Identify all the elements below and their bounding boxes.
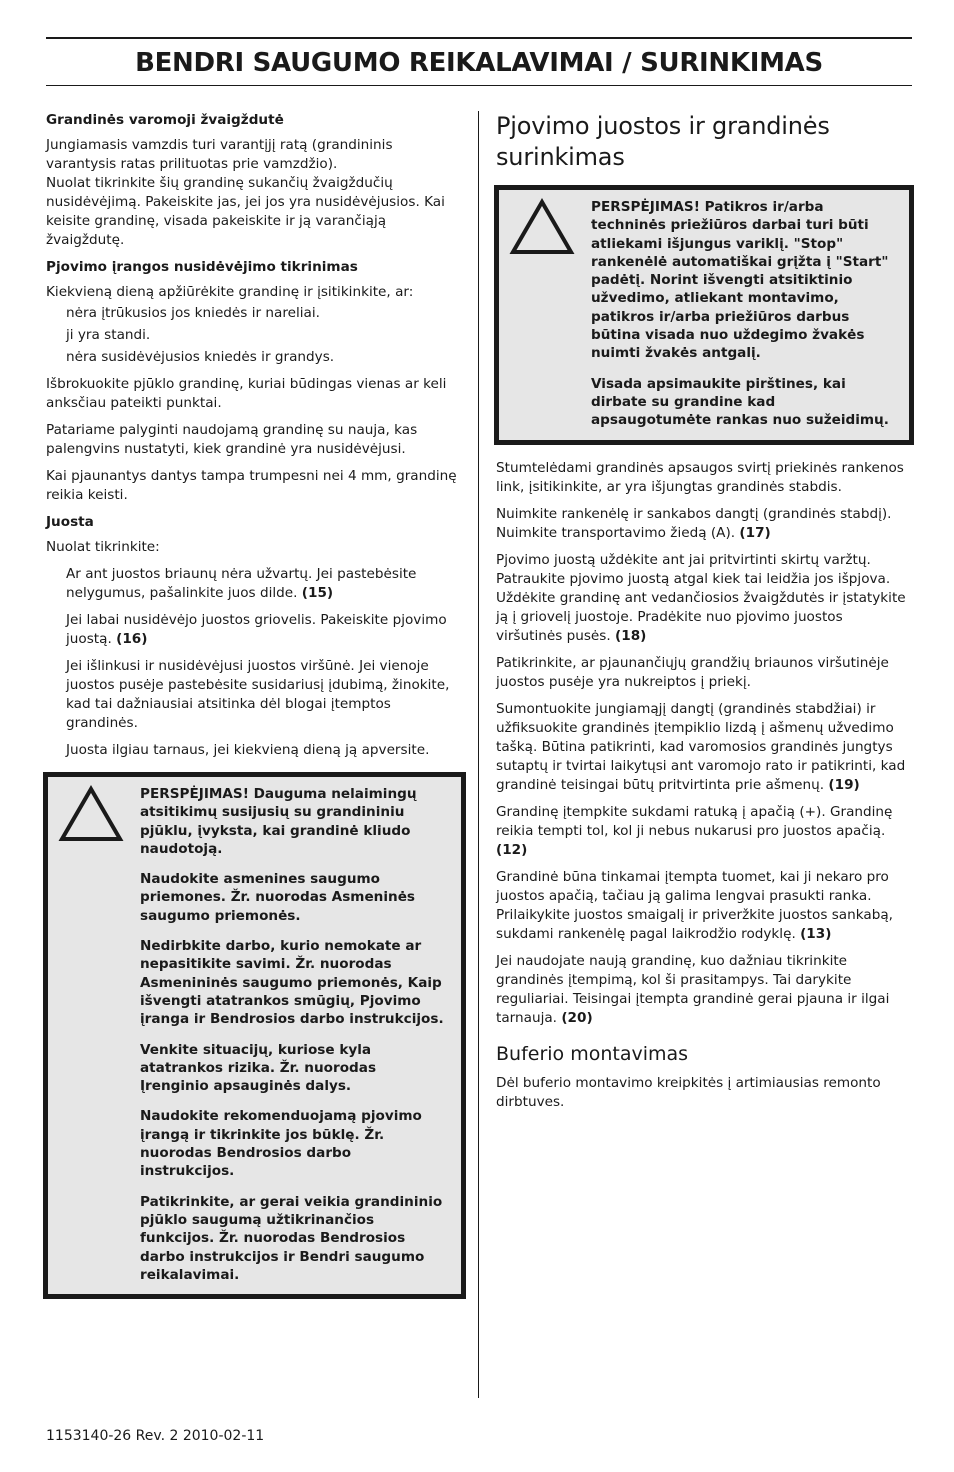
paragraph: Kiekvieną dieną apžiūrėkite grandinę ir įsitikinkite, ar: xyxy=(46,284,414,300)
paragraph: Išbrokuokite pjūklo grandinę, kuriai būdingas vienas ar keli anksčiau pateikti punktai. xyxy=(46,376,447,411)
figure-ref: (16) xyxy=(116,631,148,647)
list-item: ji yra standi. xyxy=(66,327,151,343)
figure-ref: (20) xyxy=(561,1009,593,1026)
warning-text: Naudokite rekomenduojamą pjovimo įrangą ir tikrinkite jos būklę. Žr. nuorodas Bendrosios darbo instrukcijos. xyxy=(140,1108,422,1180)
list-item: Ar ant juostos briaunų nėra užvartų. Jei pastebėsite nelygumus, pašalinkite juos dilde. (15) xyxy=(66,566,417,601)
warning-text: Nedirbkite darbo, kurio nemokate ar nepasitikite savimi. Žr. nuorodas Asmenininės saugumo priemonės, Kaip išvengti atatrankos smūgių, Pjovimo įranga ir Bendrosios darbo instrukcijos. xyxy=(140,938,444,1028)
warning-text: PERSPĖJIMAS! Dauguma nelaimingų atsitikimų susijusių su grandininiu pjūklu, įvyksta, kai grandinė kliudo naudotoją. xyxy=(140,786,417,857)
left-column xyxy=(46,111,464,1299)
paragraph: Grandinė būna tinkamai įtempta tuomet, kai ji nekaro pro juostos apačią, tačiau ją galima lengvai prasukti ranka. Prilaikykite juostos smaigalį ir priveržkite juostos sankabą, sukdami rankenėlę pagal laikrodžio rodyklę. (13) xyxy=(496,868,893,942)
section-heading-buffer: Buferio montavimas xyxy=(496,1042,689,1065)
section-title-wear-check: Pjovimo įrangos nusidėvėjimo tikrinimas xyxy=(46,259,358,275)
warning-text: Naudokite asmenines saugumo priemones. Žr. nuorodas Asmeninės saugumo priemonės. xyxy=(140,871,416,924)
document-footer: 1153140-26 Rev. 2 2010-02-11 xyxy=(46,1428,265,1444)
warning-text: Venkite situacijų, kuriose kyla atatrankos rizika. Žr. nuorodas Įrenginio apsauginės dalys. xyxy=(140,1041,377,1095)
warning-box xyxy=(43,772,466,1299)
page-header xyxy=(46,37,912,86)
page-title: BENDRI SAUGUMO REIKALAVIMAI / SURINKIMAS xyxy=(135,48,823,78)
paragraph: Kai pjaunantys dantys tampa trumpesni nei 4 mm, grandinę reikia keisti. xyxy=(46,468,457,503)
warning-text: Patikrinkite, ar gerai veikia grandininio pjūklo saugumą užtikrinančios funkcijos. Žr. nuorodas Bendrosios darbo instrukcijos ir Bendri saugumo reikalavimai. xyxy=(140,1193,443,1283)
section-heading-assembly: Pjovimo juostos ir grandinės surinkimas xyxy=(496,112,830,171)
paragraph: Nuimkite rankenėlę ir sankabos dangtį (grandinės stabdį). Nuimkite transportavimo žiedą (A). (17) xyxy=(496,505,892,541)
list-item: Jei labai nusidėvėjo juostos griovelis. Pakeiskite pjovimo juostą. (16) xyxy=(66,612,447,647)
paragraph: Jei naudojate naują grandinę, kuo dažniau tikrinkite grandinės įtempimą, kol ši prasitampys. Tai darykite reguliariai. Teisingai įtempta grandinė gerai pjauna ir ilgai tarnauja. (20) xyxy=(496,952,890,1026)
list-item: nėra įtrūkusios jos kniedės ir nareliai. xyxy=(66,305,320,321)
right-column xyxy=(496,111,912,1120)
figure-ref: (18) xyxy=(615,627,647,644)
paragraph: Jungiamasis vamzdis turi varantįjį ratą (grandininis varantysis ratas prilituotas prie vamzdžio). xyxy=(46,137,393,172)
warning-triangle-icon xyxy=(509,198,575,256)
section-title-sprocket: Grandinės varomoji žvaigždutė xyxy=(46,112,284,128)
warning-triangle-icon xyxy=(58,785,124,843)
warning-text: Visada apsimaukite pirštines, kai dirbate su grandine kad apsaugotumėte rankas nuo sužeidimų. xyxy=(591,375,889,429)
list-item: Juosta ilgiau tarnaus, jei kiekvieną dieną ją apversite. xyxy=(66,742,430,758)
warning-text: PERSPĖJIMAS! Patikros ir/arba techninės priežiūros darbai turi būti atliekami išjungus variklį. "Stop" rankenėlė automatiškai grįžta į "Start" padėtį. Norint išvengti atsitiktinio užvedimo, atliekant montavimo, patikros ir/arba priežiūros darbus būtina visada nuo uždegimo žvakės nuimti žvakės antgalį. xyxy=(591,199,889,362)
paragraph: Stumtelėdami grandinės apsaugos svirtį priekinės rankenos link, įsitikinkite, ar yra išjungtas grandinės stabdis. xyxy=(496,459,904,495)
figure-ref: (12) xyxy=(496,841,528,858)
list-item: Jei išlinkusi ir nusidėvėjusi juostos viršūnė. Jei vienoje juostos pusėje pastebėsite susidariusį įdubimą, žinokite, kad tai dažniausiai atsitinka dėl blogai įtemptos grandinės. xyxy=(66,658,450,731)
figure-ref: (15) xyxy=(301,585,334,601)
warning-box xyxy=(494,185,914,445)
figure-ref: (17) xyxy=(739,524,771,541)
paragraph: Dėl buferio montavimo kreipkitės į artimiausias remonto dirbtuves. xyxy=(496,1074,881,1110)
bar-check-list xyxy=(46,565,464,760)
paragraph: Pjovimo juostą uždėkite ant jai pritvirtinti skirtų varžtų. Patraukite pjovimo juostą atgal kiek tai leidžia jos išpjova. Uždėkite grandinę ant vedančiosios žvaigždutės ir įstatykite ją į griovelį juostoje. Pradėkite nuo pjovimo juostos viršutinės pusės. (18) xyxy=(496,551,906,644)
paragraph: Nuolat tikrinkite šių grandinę sukančių žvaigždučių nusidėvėjimą. Pakeiskite jas, jei jos yra nusidėvėjusios. Kai keisite grandinę, visada pakeiskite ir ją varančiąją žvaigždutę. xyxy=(46,175,445,248)
paragraph: Nuolat tikrinkite: xyxy=(46,539,160,555)
figure-ref: (19) xyxy=(828,776,860,793)
paragraph: Patikrinkite, ar pjaunančiųjų grandžių briaunos viršutinėje juostos pusėje yra nukreiptos į priekį. xyxy=(496,654,889,690)
paragraph: Patariame palyginti naudojamą grandinę su nauja, kas palengvins nustatyti, kiek grandinė yra nusidėvėjusi. xyxy=(46,422,418,457)
figure-ref: (13) xyxy=(800,925,832,942)
list-item: nėra susidėvėjusios kniedės ir grandys. xyxy=(66,349,335,365)
section-title-bar: Juosta xyxy=(46,514,94,530)
paragraph: Grandinę įtempkite sukdami ratuką į apačią (+). Grandinę reikia tempti tol, kol ji nebus nukarusi pro juostos apačią. (12) xyxy=(496,803,893,858)
column-divider xyxy=(478,111,479,1398)
paragraph: Sumontuokite jungiamąjį dangtį (grandinės stabdžiai) ir užfiksuokite grandinės įtempiklio lizdą į ašmenų užvedimo tašką. Būtina patikrinti, kad varomosios grandinės jungtys sutaptų ir tvirtai laikytųsi ant varomojo rato ir patikrinti, kad grandinė teisingai būtų pritvirtinta prie ašmenų. (19) xyxy=(496,700,906,793)
